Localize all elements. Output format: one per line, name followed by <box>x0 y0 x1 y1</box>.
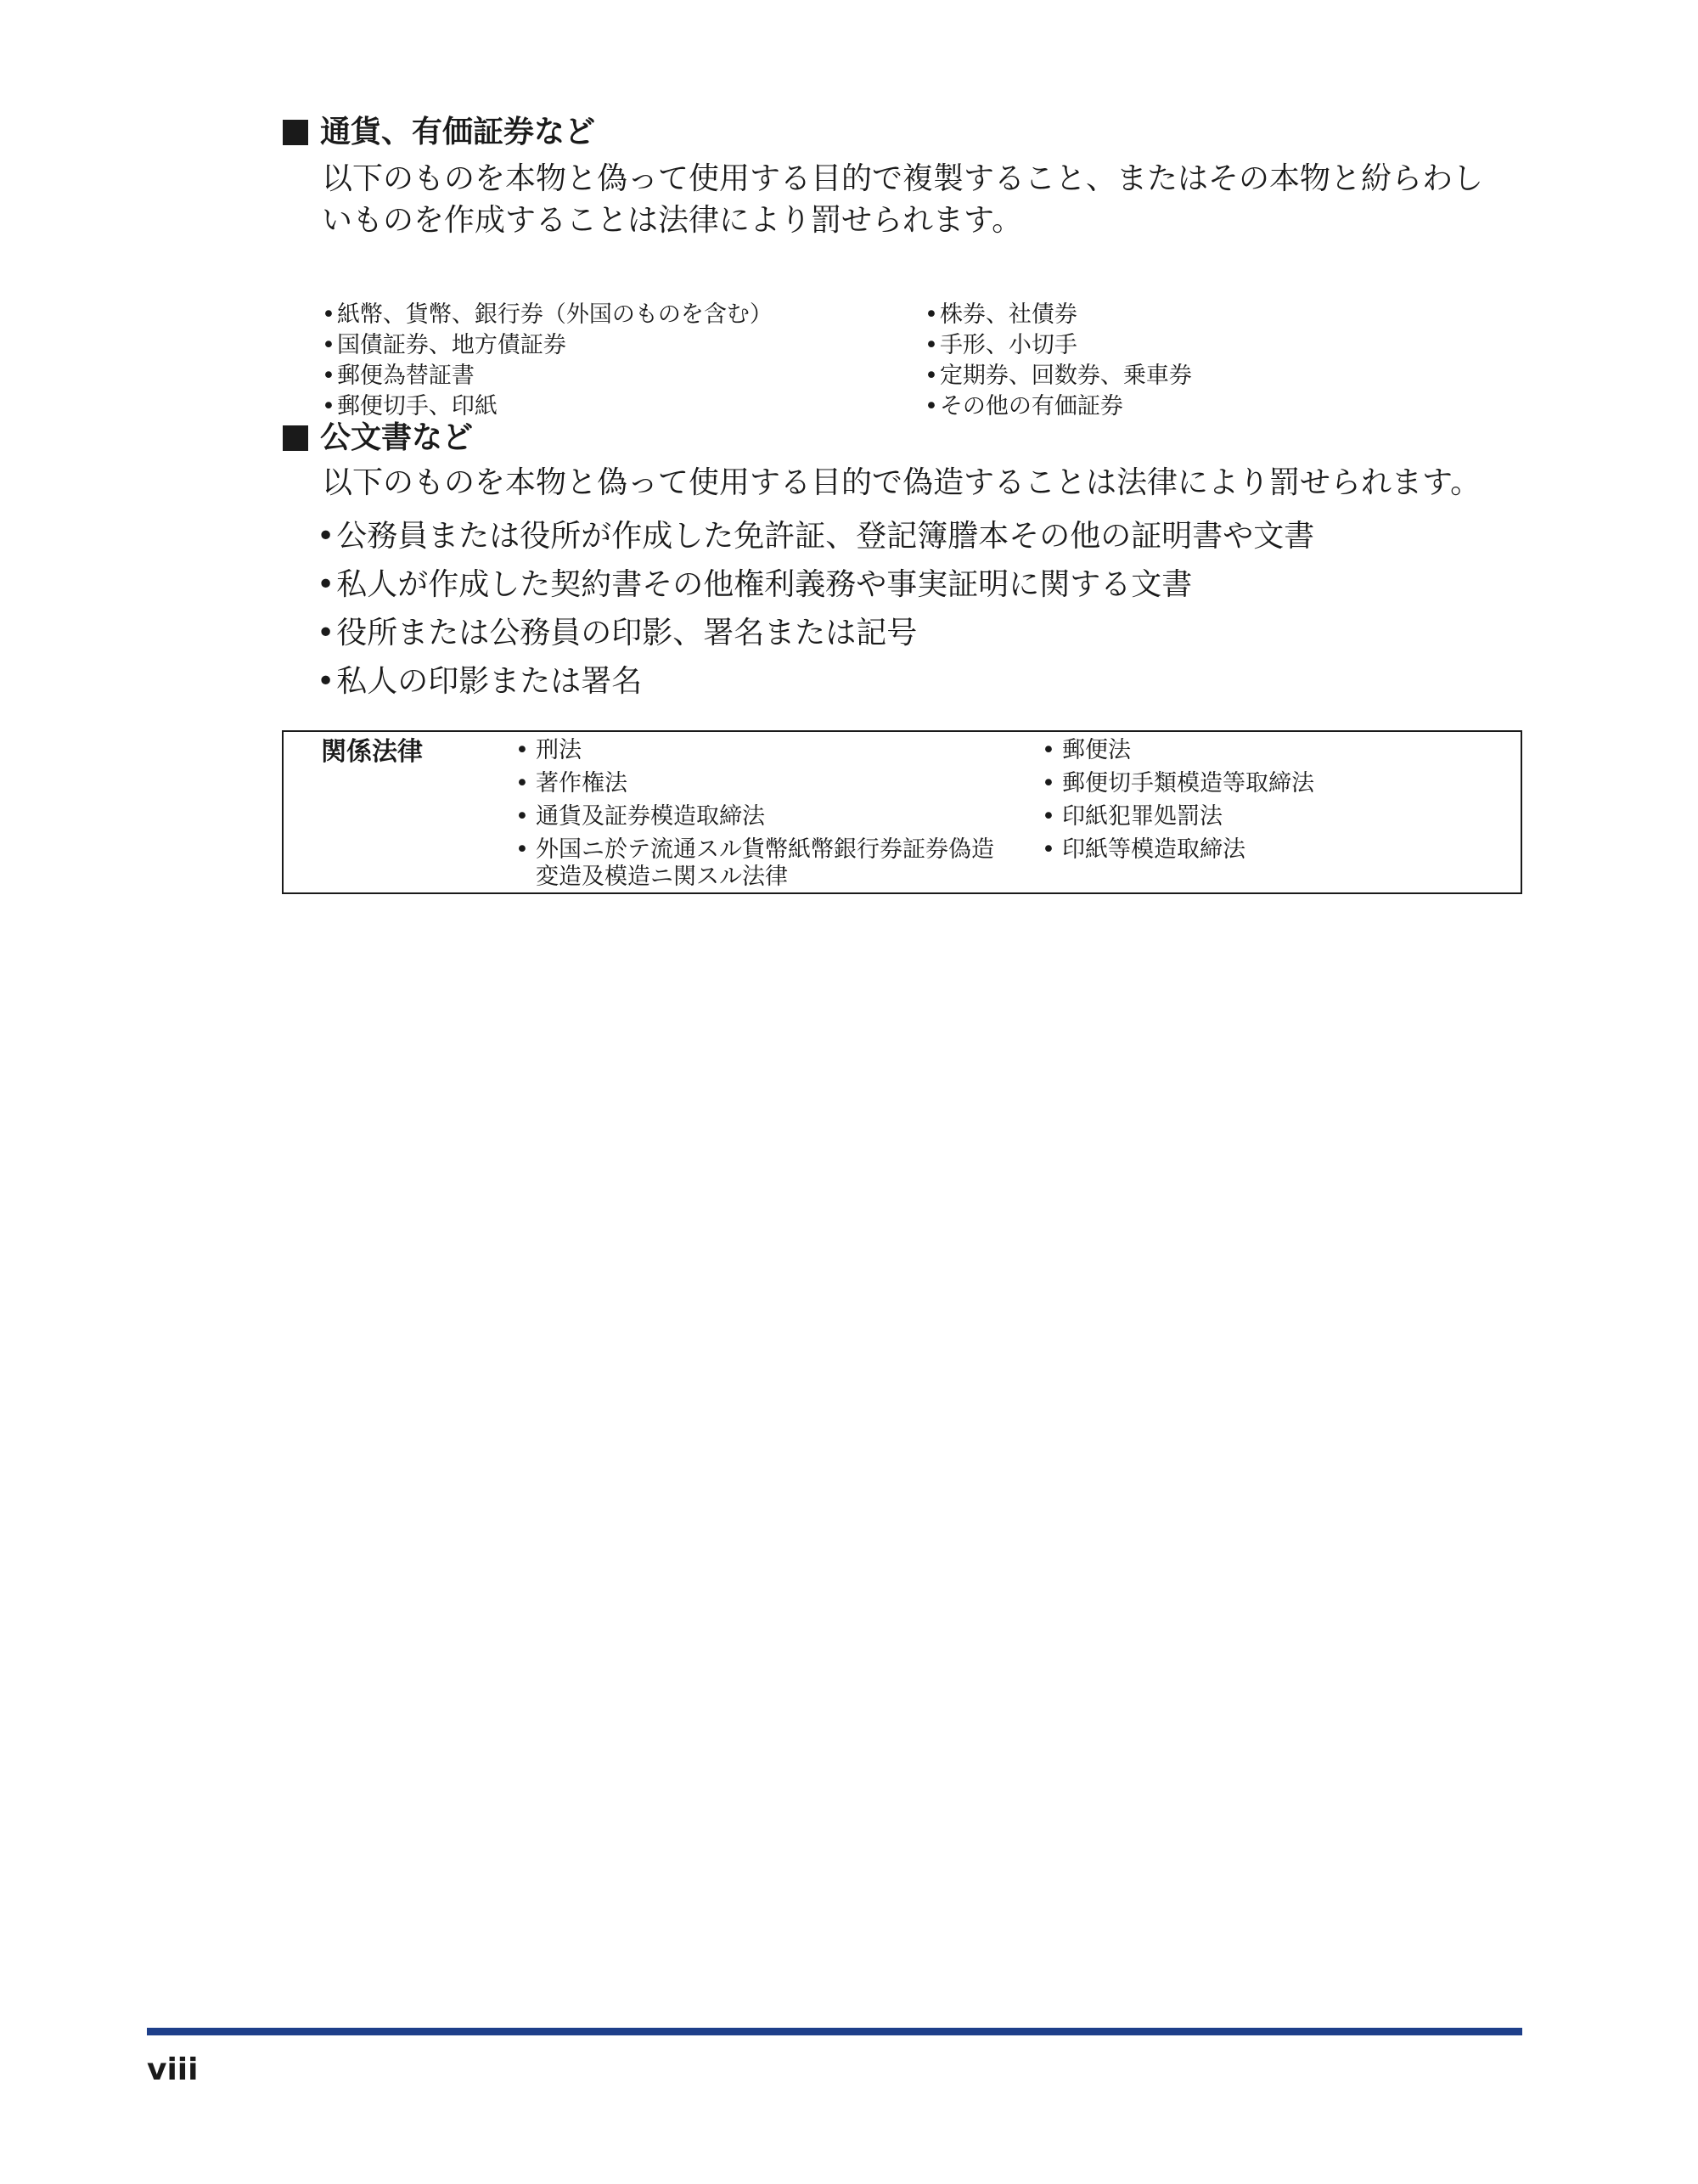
bullet-icon: • <box>317 664 335 699</box>
bullet-icon: • <box>1042 803 1055 830</box>
section-official-documents <box>283 421 1522 706</box>
bullet-icon: • <box>515 836 529 863</box>
bullet-icon: • <box>1042 836 1055 863</box>
list-item: •定期券、回数券、乗車券 <box>925 361 1522 391</box>
section-heading <box>283 421 1522 455</box>
bullet-icon: • <box>1042 737 1055 763</box>
list-item: •私人の印影または署名 <box>317 657 1522 706</box>
law-item: • 外国ニ於テ流通スル貨幣紙幣銀行券証券偽造変造及模造ニ関スル法律 <box>515 836 994 890</box>
black-square-icon <box>283 120 308 145</box>
list-item: •株券、社債券 <box>925 300 1522 330</box>
law-item: • 郵便切手類模造等取締法 <box>1042 770 1314 796</box>
list-item: •手形、小切手 <box>925 330 1522 361</box>
list-item: •国債証券、地方債証券 <box>322 330 925 361</box>
bullet-icon: • <box>925 363 938 389</box>
section-heading-text: 通貨、有価証券など <box>320 115 596 149</box>
bullet-icon: • <box>515 770 529 796</box>
list-item: •役所または公務員の印影、署名または記号 <box>317 609 1522 657</box>
bullet-icon: • <box>925 393 938 419</box>
list-item: •郵便為替証書 <box>322 361 925 391</box>
law-item: • 刑法 <box>515 737 582 763</box>
bullet-icon: • <box>322 332 335 358</box>
page-number: viii <box>147 2052 199 2087</box>
section-intro: 以下のものを本物と偽って使用する目的で複製すること、またはその本物と紛らわしいものを作成することは法律により罰せられます。 <box>322 161 1484 238</box>
list-item: •私人が作成した契約書その他権利義務や事実証明に関する文書 <box>317 560 1522 609</box>
bullet-icon: • <box>317 519 335 554</box>
bullet-icon: • <box>317 616 335 650</box>
laws-column-right <box>1042 737 1500 870</box>
laws-column-left <box>515 737 999 897</box>
law-item: • 印紙等模造取締法 <box>1042 836 1245 863</box>
bullet-icon: • <box>1042 770 1055 796</box>
bullet-icon: • <box>925 332 938 358</box>
list-item: •郵便切手、印紙 <box>322 391 925 422</box>
law-item: • 著作権法 <box>515 770 627 796</box>
bullet-icon: • <box>317 567 335 602</box>
section-intro: 以下のものを本物と偽って使用する目的で偽造することは法律により罰せられます。 <box>322 465 1482 500</box>
black-square-icon <box>283 425 308 451</box>
bullet-icon: • <box>925 301 938 328</box>
bullet-icon: • <box>322 301 335 328</box>
list-item: •紙幣、貨幣、銀行券（外国のものを含む） <box>322 300 925 330</box>
law-item: • 印紙犯罪処罰法 <box>1042 803 1223 830</box>
list-item: •公務員または役所が作成した免許証、登記簿謄本その他の証明書や文書 <box>317 512 1522 560</box>
bullet-icon: • <box>515 803 529 830</box>
list-item: •その他の有価証券 <box>925 391 1522 422</box>
law-item: • 郵便法 <box>1042 737 1131 763</box>
related-laws-box <box>282 730 1522 894</box>
footer-rule <box>147 2028 1522 2035</box>
bullet-icon: • <box>322 363 335 389</box>
section-heading <box>283 115 1522 149</box>
section-heading-text: 公文書など <box>320 420 474 455</box>
related-laws-label: 関係法律 <box>321 737 423 767</box>
section-currency-securities <box>283 115 1522 419</box>
bullet-icon: • <box>322 393 335 419</box>
securities-list <box>322 300 1522 422</box>
documents-list <box>317 512 1522 706</box>
law-item: • 通貨及証券模造取締法 <box>515 803 765 830</box>
bullet-icon: • <box>515 737 529 763</box>
